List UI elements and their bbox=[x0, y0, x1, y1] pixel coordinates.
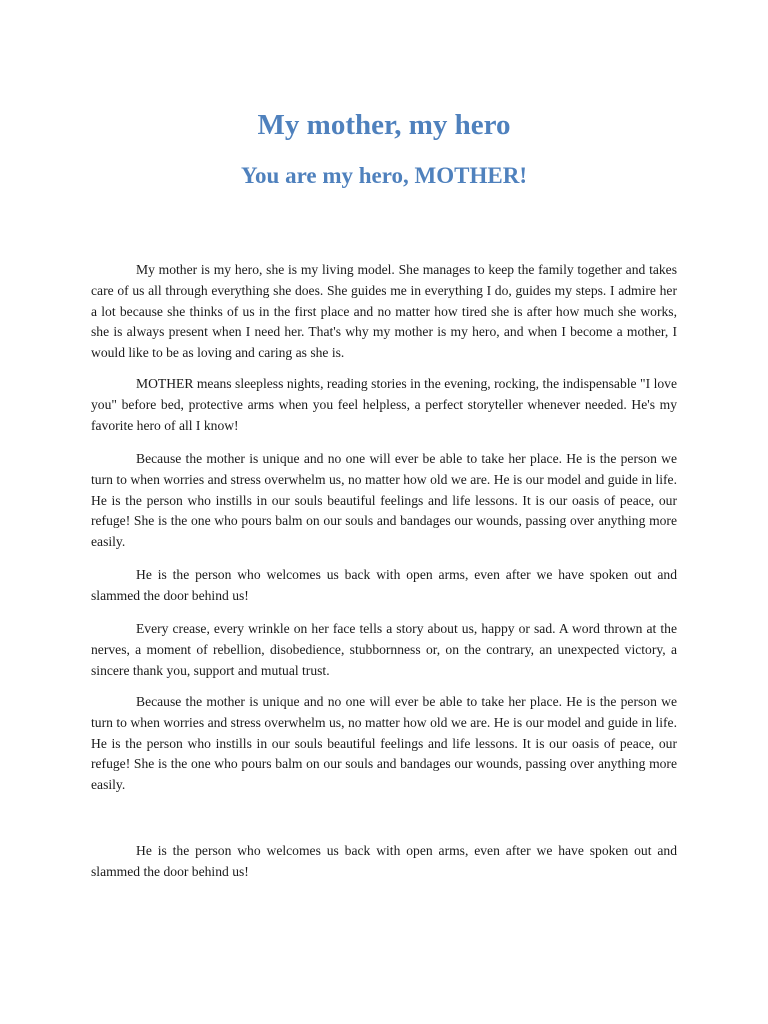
paragraph: Every crease, every wrinkle on her face tells a story about us, happy or sad. A word thrown at the nerves, a moment of rebellion, disobedience, stubbornness or, on the contrary, an unexpected victory, a sincere thank you, support and mutual trust. bbox=[91, 621, 677, 678]
document-subtitle: You are my hero, MOTHER! bbox=[241, 163, 527, 188]
paragraph: Because the mother is unique and no one will ever be able to take her place. He is the person we turn to when worries and stress overwhelm us, no matter how old we are. He is our model and guide in life. He is the person who instills in our souls beautiful feelings and life lessons. It is our oasis of peace, our refuge! She is the one who pours balm on our souls and bandages our wounds, passing over anything more easily. bbox=[91, 451, 677, 550]
paragraph: My mother is my hero, she is my living model. She manages to keep the family together and takes care of us all through everything she does. She guides me in everything I do, guides my steps. I admire her a lot because she thinks of us in the first place and no matter how tired she is after how much she works, she is always present when I need her. That's why my mother is my hero, and when I become a mother, I would like to be as loving and caring as she is. bbox=[91, 262, 677, 361]
document-title: My mother, my hero bbox=[257, 109, 511, 141]
paragraph: MOTHER means sleepless nights, reading stories in the evening, rocking, the indispensable "I love you" before bed, protective arms when you feel helpless, a perfect storyteller whenever needed. He's my favorite hero of all I know! bbox=[91, 376, 677, 433]
paragraph: He is the person who welcomes us back with open arms, even after we have spoken out and slammed the door behind us! bbox=[91, 843, 677, 879]
paragraph: Because the mother is unique and no one will ever be able to take her place. He is the person we turn to when worries and stress overwhelm us, no matter how old we are. He is our model and guide in life. He is the person who instills in our souls beautiful feelings and life lessons. It is our oasis of peace, our refuge! She is the one who pours balm on our souls and bandages our wounds, passing over anything more easily. bbox=[91, 694, 677, 793]
paragraph: He is the person who welcomes us back with open arms, even after we have spoken out and slammed the door behind us! bbox=[91, 567, 677, 603]
